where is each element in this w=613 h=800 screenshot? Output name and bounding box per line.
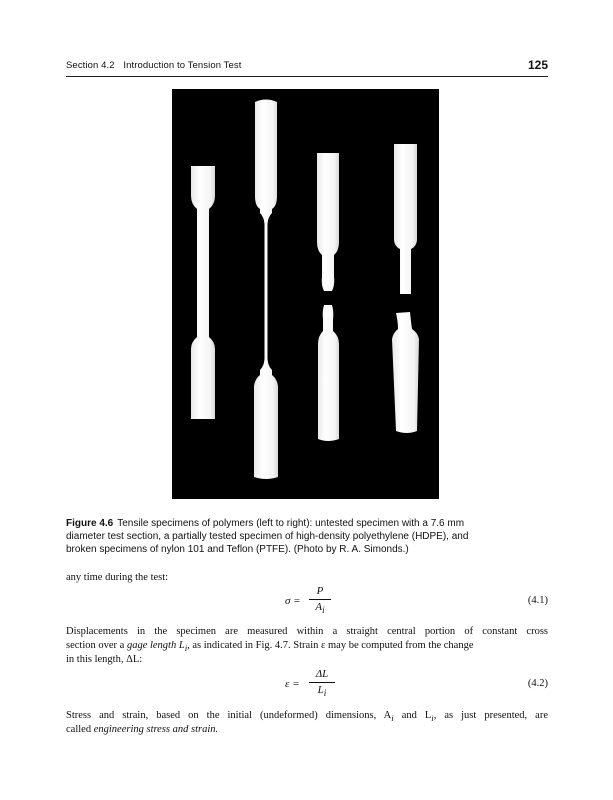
specimen-photo — [172, 89, 439, 499]
equation-4-1-denominator: $A_i$ — [315, 601, 325, 616]
equation-4-1-numerator: P — [316, 585, 324, 597]
equation-4-2-lhs: ε = — [285, 678, 300, 690]
caption-line-1: Tensile specimens of polymers (left to right): untested specimen with a 7.6 mm — [117, 518, 465, 529]
equation-4-2-fraction — [309, 668, 335, 700]
equation-4-2 — [66, 668, 548, 704]
untested-specimen — [191, 166, 215, 419]
specimen-photo-drawing — [172, 89, 439, 499]
section-number: Section 4.2 — [66, 60, 115, 71]
paragraph-2-line-2: section over a gage length $L_i$, as indicated in Fig. 4.7. Strain ε may be computed from the change — [66, 640, 474, 654]
section-title: Introduction to Tension Test — [123, 60, 242, 71]
ptfe-bottom-half — [392, 312, 419, 433]
fraction-bar — [309, 682, 335, 683]
equation-4-2-denominator: $L_i$ — [317, 684, 327, 699]
caption-line-2: diameter test section, a partially tested specimen of high-density polyethylene (HDPE), and — [66, 531, 469, 542]
paragraph-2-line-3: in this length, ΔL: — [66, 654, 143, 665]
fraction-bar — [309, 599, 331, 600]
figure-caption — [66, 517, 548, 556]
running-header — [66, 60, 548, 77]
header-left — [66, 60, 242, 71]
paragraph-3-line-1: Stress and strain, based on the initial (undeformed) dimensions, $A_i$ and $L_i$, as just presented, are — [66, 710, 549, 724]
paragraph-2-line-1: Displacements in the specimen are measured within a straight central portion of constant cross — [66, 626, 548, 637]
ptfe-top-half — [394, 144, 417, 294]
hdpe-specimen — [254, 100, 278, 480]
paragraph-3-line-2: called engineering stress and strain. — [66, 724, 219, 735]
equation-4-2-numerator: ΔL — [315, 668, 329, 680]
equation-4-1-fraction — [309, 585, 331, 617]
caption-line-3: broken specimens of nylon 101 and Teflon (PTFE). (Photo by R. A. Simonds.) — [66, 544, 409, 555]
paragraph-1: any time during the test: — [66, 572, 169, 583]
nylon-top-half — [317, 153, 339, 291]
page-number: 125 — [527, 58, 548, 72]
equation-4-1-lhs: σ = — [285, 595, 301, 607]
equation-4-1-number: (4.1) — [527, 595, 548, 606]
nylon-bottom-half — [318, 305, 339, 441]
figure-label: Figure 4.6 — [66, 518, 114, 529]
equation-4-2-number: (4.2) — [527, 678, 548, 689]
equation-4-1 — [66, 585, 548, 621]
